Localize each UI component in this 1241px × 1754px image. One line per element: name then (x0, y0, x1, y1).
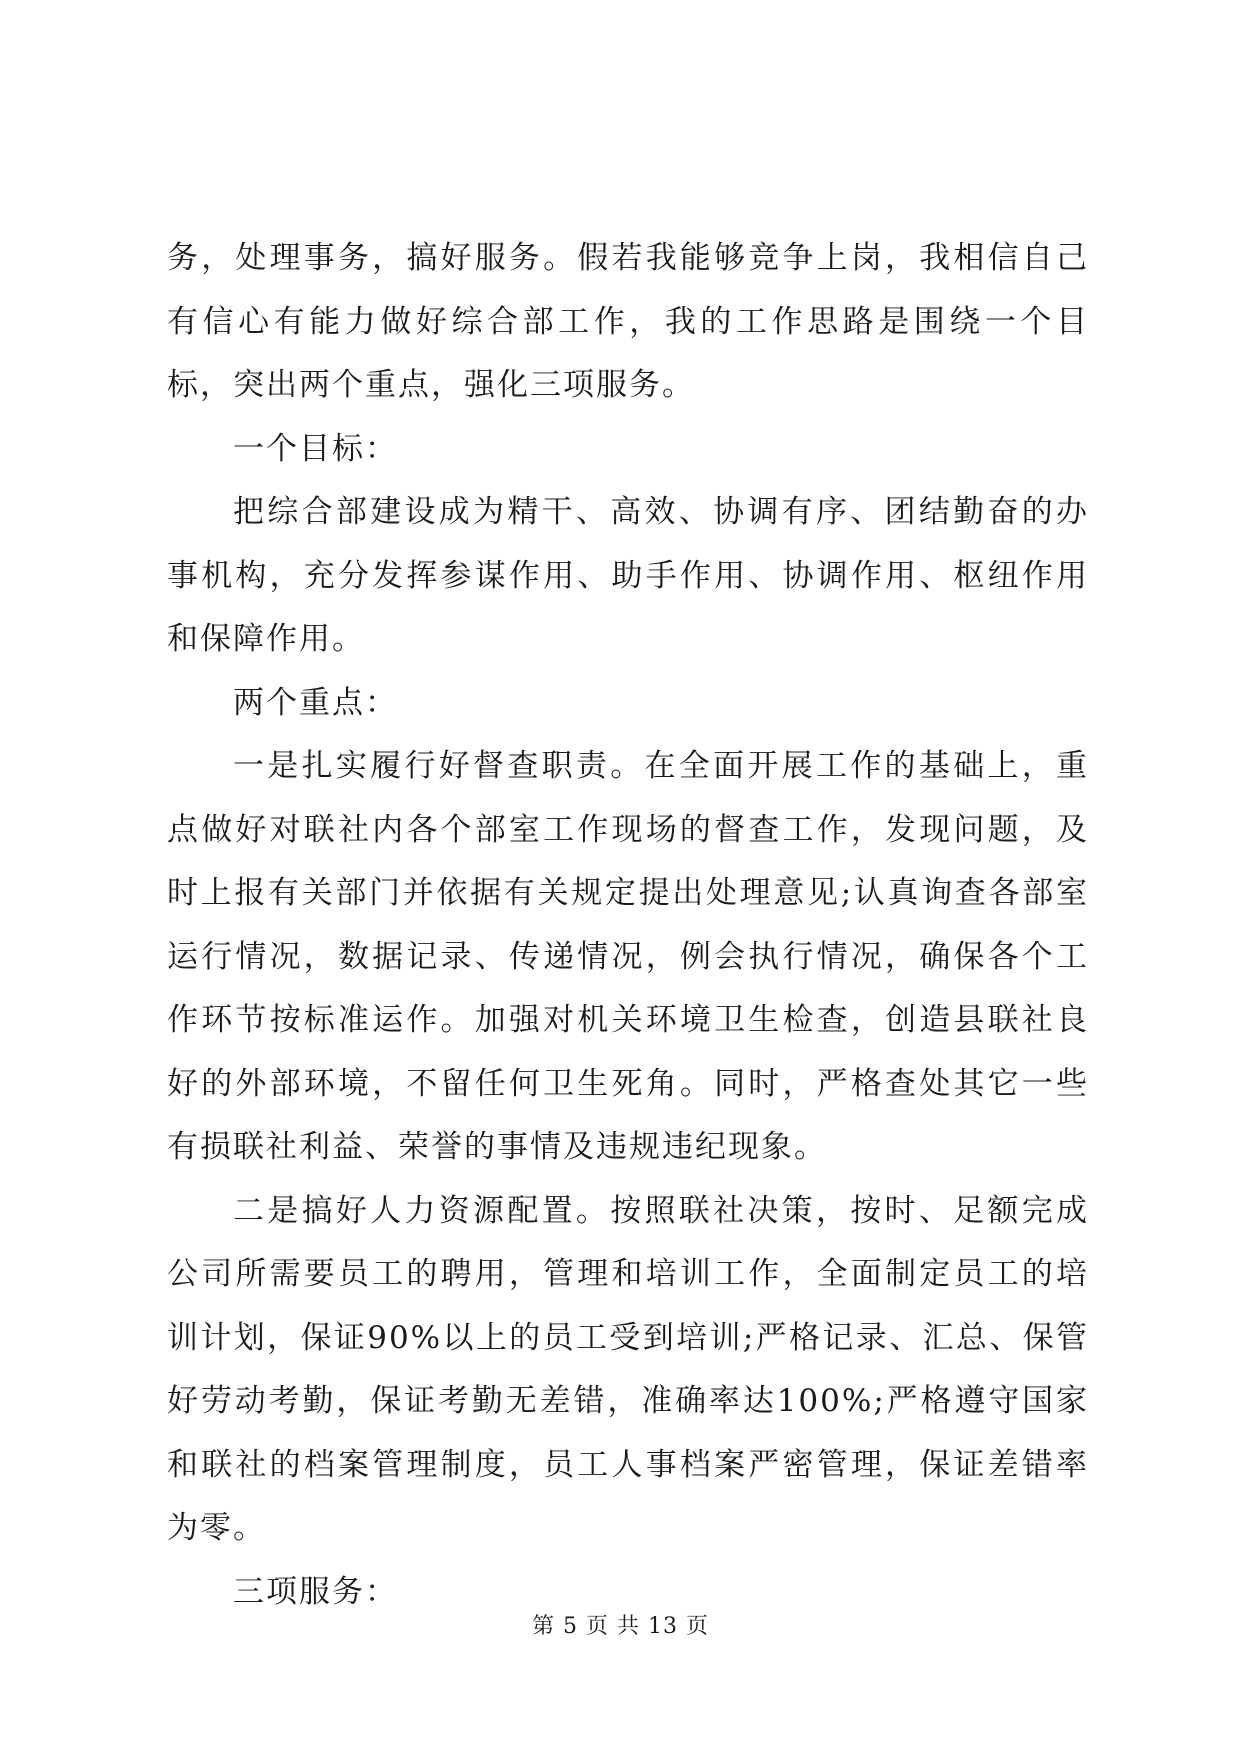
page-number-footer: 第 5 页 共 13 页 (532, 1614, 709, 1639)
heading-one-goal: 一个目标： (233, 430, 398, 467)
paragraph-focus-supervision: 一是扎实履行好督查职责。在全面开展工作的基础上，重点做好对联社内各个部室工作现场的督查工作，发现问题，及时上报有关部门并依据有关规定提出处理意见;认真询查各部室运行情况，数据记录、传递情况，例会执行情况，确保各个工作环节按标准运作。加强对机关环境卫生检查，创造县联社良好的外部环境，不留任何卫生死角。同时，严格查处其它一些有损联社利益、荣誉的事情及违规违纪现象。 (167, 748, 1089, 1165)
paragraph-continuation: 务，处理事务，搞好服务。假若我能够竞争上岗，我相信自己有信心有能力做好综合部工作，我的工作思路是围绕一个目标，突出两个重点，强化三项服务。 (167, 240, 1089, 403)
heading-three-services: 三项服务： (233, 1573, 398, 1610)
paragraph-goal-detail: 把综合部建设成为精干、高效、协调有序、团结勤奋的办事机构，充分发挥参谋作用、助手作用、协调作用、枢纽作用和保障作用。 (167, 494, 1089, 657)
paragraph-focus-hr: 二是搞好人力资源配置。按照联社决策，按时、足额完成公司所需要员工的聘用，管理和培训工作，全面制定员工的培训计划，保证90%以上的员工受到培训;严格记录、汇总、保管好劳动考勤，保证考勤无差错，准确率达100%;严格遵守国家和联社的档案管理制度，员工人事档案严密管理，保证差错率为零。 (167, 1192, 1089, 1546)
document-body (167, 227, 1089, 1624)
heading-two-focuses: 两个重点： (233, 684, 398, 721)
